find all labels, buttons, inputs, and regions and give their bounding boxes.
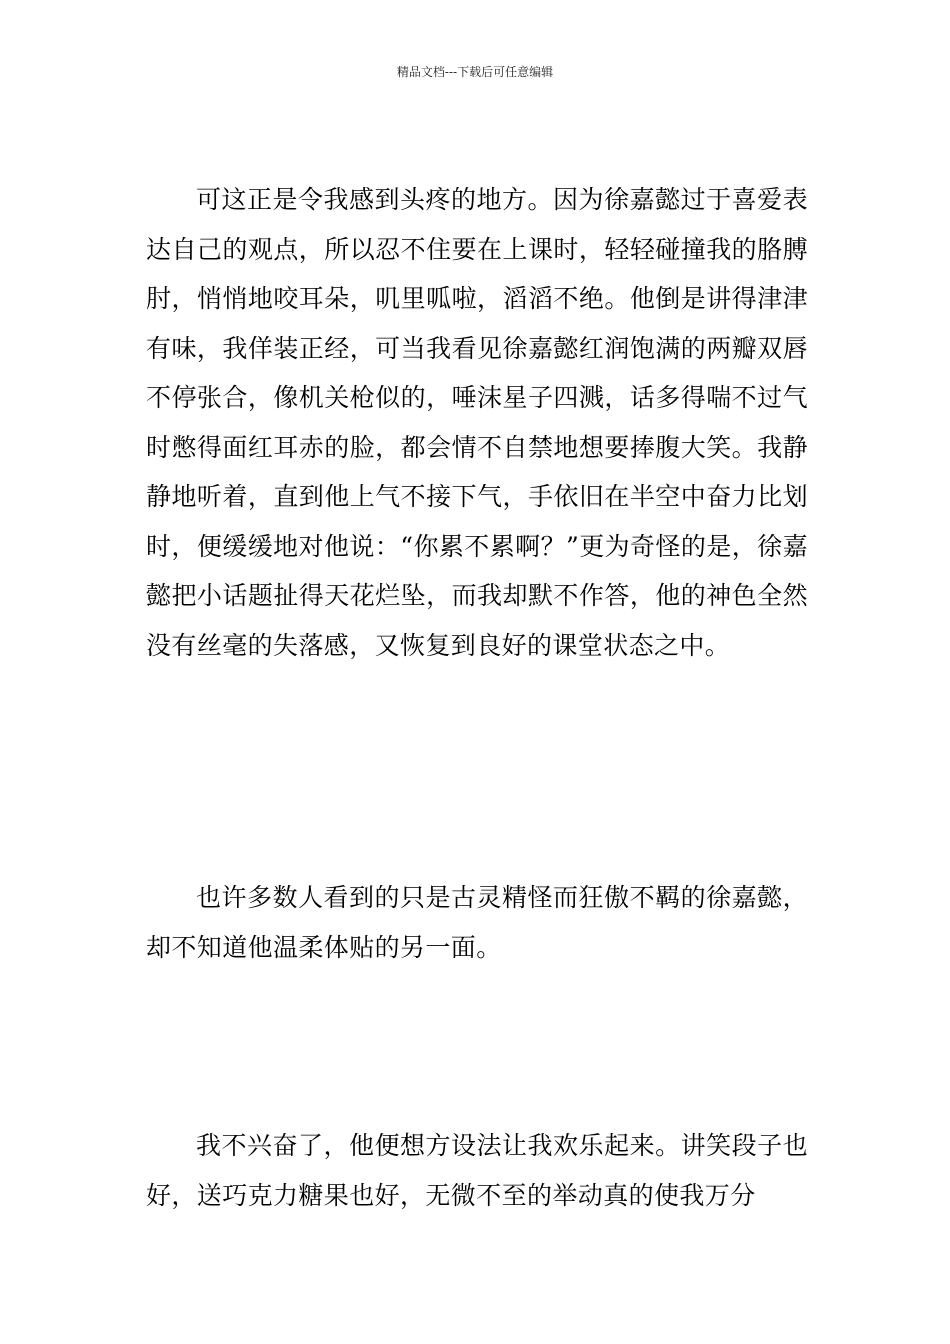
body-paragraph-2: 也许多数人看到的只是古灵精怪而狂傲不羁的徐嘉懿，却不知道他温柔体贴的另一面。 — [146, 883, 808, 962]
body-paragraph-1: 可这正是令我感到头疼的地方。因为徐嘉懿过于喜爱表达自己的观点，所以忍不住要在上课时，轻轻碰撞我的胳膊肘，悄悄地咬耳朵，叽里呱啦，滔滔不绝。他倒是讲得津津有味，我佯装正经，可当我看见徐嘉懿红润饱满的两瓣双唇不停张合，像机关枪似的，唾沫星子四溅，话多得喘不过气时憋得面红耳赤的脸，都会情不自禁地想要捧腹大笑。我静静地听着，直到他上气不接下气，手依旧在半空中奋力比划时，便缓缓地对他说：“你累不累啊？”更为奇怪的是，徐嘉懿把小话题扯得天花烂坠，而我却默不作答，他的神色全然没有丝毫的失落感，又恢复到良好的课堂状态之中。 — [146, 185, 808, 660]
body-paragraph-3: 我不兴奋了，他便想方设法让我欢乐起来。讲笑段子也好，送巧克力糖果也好，无微不至的举动真的使我万分 — [146, 1131, 808, 1210]
page-header: 精品文档---下载后可任意编辑 — [396, 65, 554, 79]
